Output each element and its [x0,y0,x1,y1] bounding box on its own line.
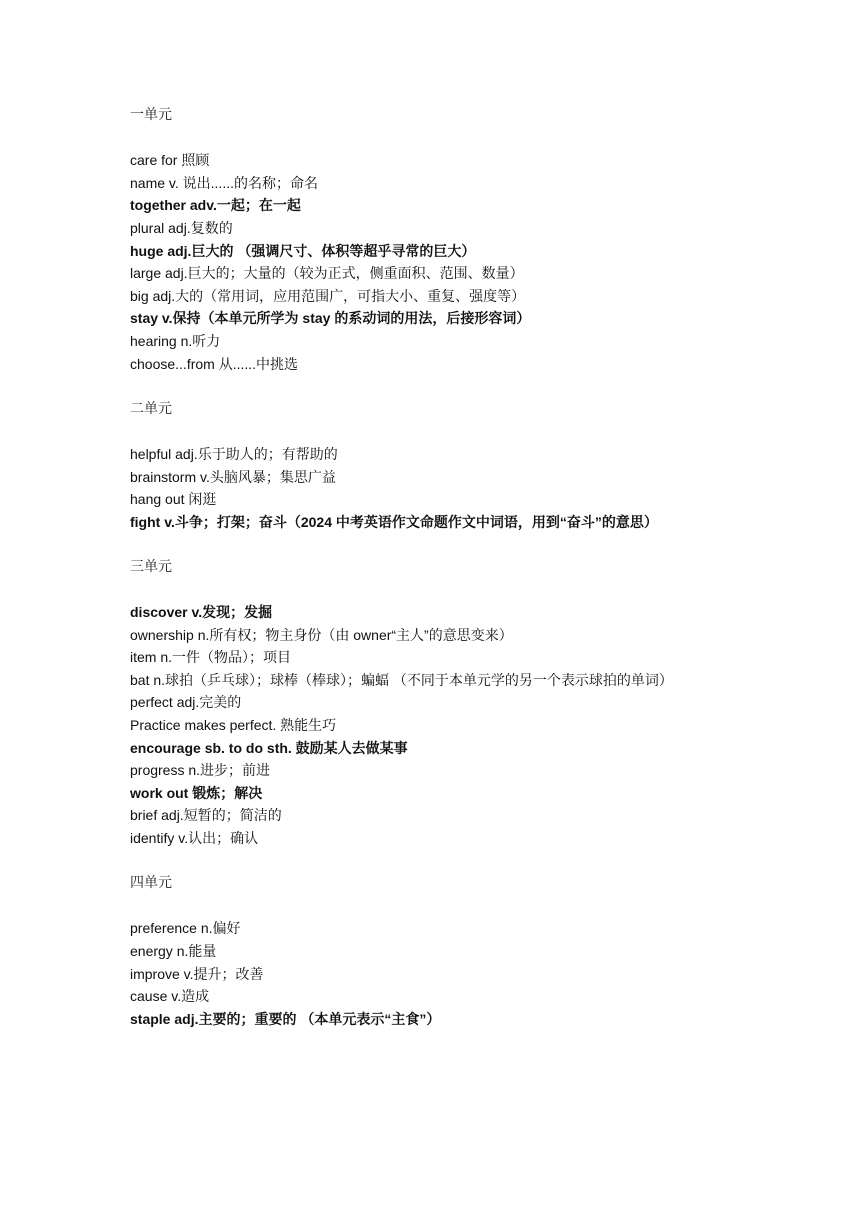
vocabulary-entry: brief adj.短暂的；简洁的 [130,807,282,824]
blank-line [130,850,830,873]
unit-heading: 二单元 [130,400,172,417]
vocabulary-entry: identify v.认出；确认 [130,830,259,846]
vocabulary-list [130,104,830,1030]
vocabulary-entry: energy n.能量 [130,942,217,959]
vocabulary-entry: bat n.球拍（乒乓球）；球棒（棒球）；蝙蝠 （不同于本单元学的另一个表示球拍的单词） [130,671,673,688]
vocabulary-entry: improve v.提升；改善 [130,965,264,982]
vocabulary-entry: plural adj.复数的 [130,219,233,236]
vocabulary-entry-emphasized: together adv.一起；在一起 [130,197,301,214]
vocabulary-entry: big adj.大的（常用词，应用范围广，可指大小、重复、强度等） [130,287,526,304]
blank-line [130,895,830,918]
blank-line [130,578,830,601]
vocabulary-entry: care for 照顾 [130,152,210,169]
vocabulary-entry: choose...from 从......中挑选 [130,355,299,372]
unit-heading: 四单元 [130,875,172,892]
vocabulary-entry: ownership n.所有权；物主身份（由 owner“主人”的意思变来） [130,626,513,643]
unit-heading: 一单元 [130,107,172,123]
vocabulary-entry-emphasized: fight v.斗争；打架；奋斗（2024 中考英语作文命题作文中词语，用到“奋斗”的意思） [130,513,658,530]
blank-line [130,420,830,443]
vocabulary-entry: cause v.造成 [130,988,210,1005]
vocabulary-entry: large adj.巨大的；大量的（较为正式，侧重面积、范围、数量） [130,265,524,282]
vocabulary-entry: hearing n.听力 [130,332,221,349]
vocabulary-entry-emphasized: discover v.发现；发掘 [130,604,273,621]
blank-line [130,533,830,556]
vocabulary-entry-emphasized: encourage sb. to do sth. 鼓励某人去做某事 [130,739,408,756]
vocabulary-entry: brainstorm v.头脑风暴；集思广益 [130,468,336,485]
vocabulary-entry: hang out 闲逛 [130,491,217,508]
vocabulary-entry: helpful adj.乐于助人的；有帮助的 [130,445,338,462]
blank-line [130,375,830,398]
vocabulary-entry-emphasized: stay v.保持（本单元所学为 stay 的系动词的用法，后接形容词） [130,310,531,327]
vocabulary-entry: Practice makes perfect. 熟能生巧 [130,717,337,734]
unit-heading: 三单元 [130,558,172,575]
blank-line [130,127,830,150]
vocabulary-entry-emphasized: work out 锻炼；解决 [130,784,263,801]
vocabulary-entry-emphasized: huge adj.巨大的 （强调尺寸、体积等超乎寻常的巨大） [130,242,476,259]
vocabulary-entry: perfect adj.完美的 [130,694,242,711]
vocabulary-entry: item n.一件（物品）；项目 [130,649,292,666]
vocabulary-entry: progress n.进步；前进 [130,762,271,779]
vocabulary-entry: name v. 说出......的名称；命名 [130,174,318,191]
vocabulary-entry: preference n.偏好 [130,920,241,937]
vocabulary-entry-emphasized: staple adj.主要的；重要的 （本单元表示“主食”） [130,1010,441,1027]
